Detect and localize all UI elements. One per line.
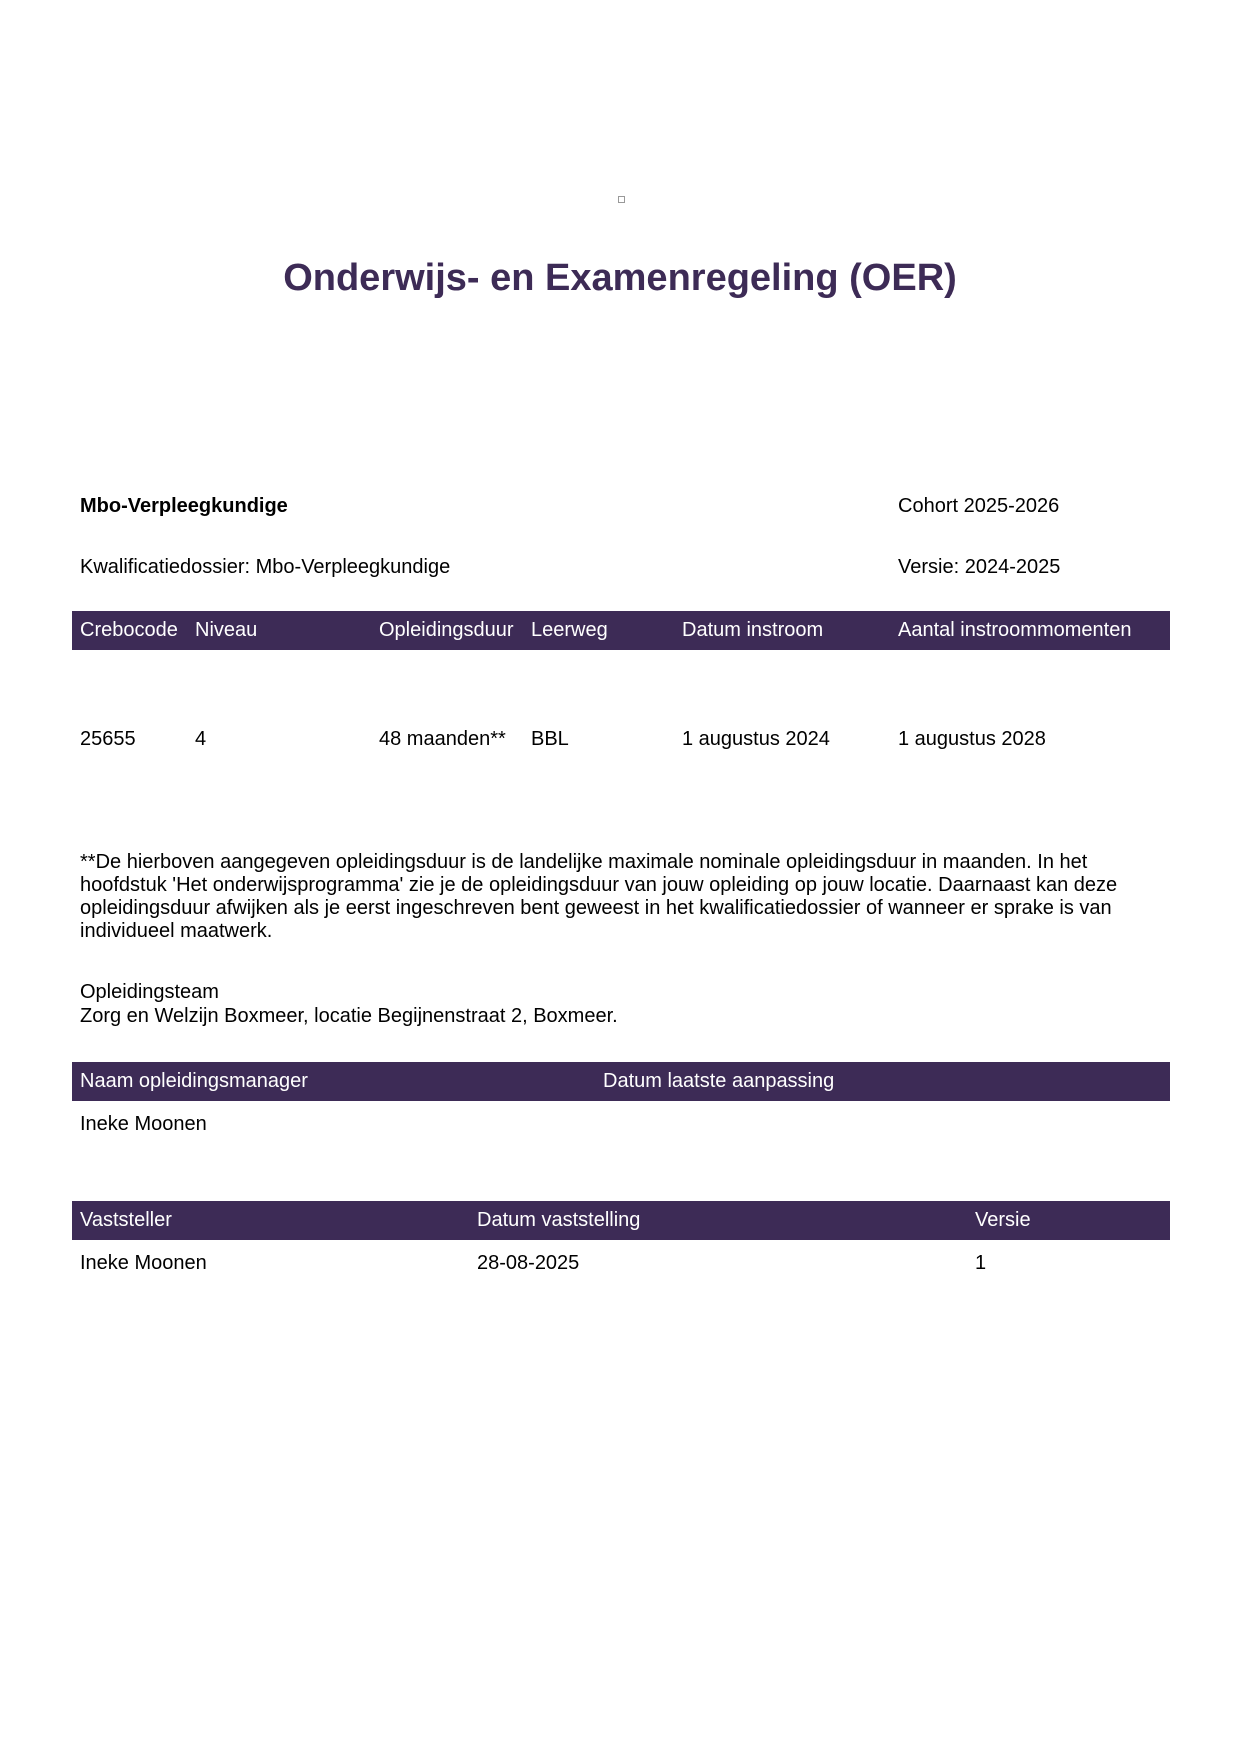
cell-crebocode: 25655	[80, 728, 136, 750]
cell-datum-instroom: 1 augustus 2024	[682, 728, 830, 750]
info-table-header	[72, 611, 1170, 650]
cell-versie: 1	[975, 1252, 987, 1274]
header-crebocode: Crebocode	[80, 619, 178, 641]
header-opleidingsduur: Opleidingsduur	[379, 619, 514, 641]
team-location: Zorg en Welzijn Boxmeer, locatie Begijnenstraat 2, Boxmeer.	[80, 1005, 618, 1027]
team-label: Opleidingsteam	[80, 981, 219, 1003]
cell-leerweg: BBL	[531, 728, 569, 750]
program-name: Mbo-Verpleegkundige	[80, 495, 288, 517]
dossier-label: Kwalificatiedossier: Mbo-Verpleegkundige	[80, 556, 451, 578]
header-aantal-instroommomenten: Aantal instroommomenten	[898, 619, 1132, 641]
manager-table-header	[72, 1062, 1170, 1101]
header-leerweg: Leerweg	[531, 619, 608, 641]
duration-note: **De hierboven aangegeven opleidingsduur is de landelijke maximale nominale opleidingsduur in maanden. In het hoofdstuk 'Het onderwijsprogramma' zie je de opleidingsduur van jouw opleiding op jouw locatie. Daarnaast kan deze opleidingsduur afwijken als je eerst ingeschreven bent geweest in het kwalificatiedossier of wanneer er sprake is van individueel maatwerk.	[80, 851, 1118, 942]
cell-niveau: 4	[195, 728, 207, 750]
header-datum-laatste-aanpassing: Datum laatste aanpassing	[603, 1070, 835, 1092]
header-vaststeller: Vaststeller	[80, 1209, 172, 1231]
cell-opleidingsduur: 48 maanden**	[379, 728, 506, 750]
version-label: Versie: 2024-2025	[898, 556, 1061, 578]
header-versie: Versie	[975, 1209, 1031, 1231]
image-placeholder-icon	[618, 196, 625, 203]
page-title: Onderwijs- en Examenregeling (OER)	[283, 257, 957, 299]
cohort-label: Cohort 2025-2026	[898, 495, 1060, 517]
approval-table-header	[72, 1201, 1170, 1240]
cell-aantal-instroommomenten: 1 augustus 2028	[898, 728, 1046, 750]
header-datum-vaststelling: Datum vaststelling	[477, 1209, 641, 1231]
cell-vaststeller: Ineke Moonen	[80, 1252, 207, 1274]
cell-manager-name: Ineke Moonen	[80, 1113, 207, 1135]
header-datum-instroom: Datum instroom	[682, 619, 824, 641]
cell-datum-vaststelling: 28-08-2025	[477, 1252, 580, 1274]
header-naam-opleidingsmanager: Naam opleidingsmanager	[80, 1070, 308, 1092]
header-niveau: Niveau	[195, 619, 258, 641]
